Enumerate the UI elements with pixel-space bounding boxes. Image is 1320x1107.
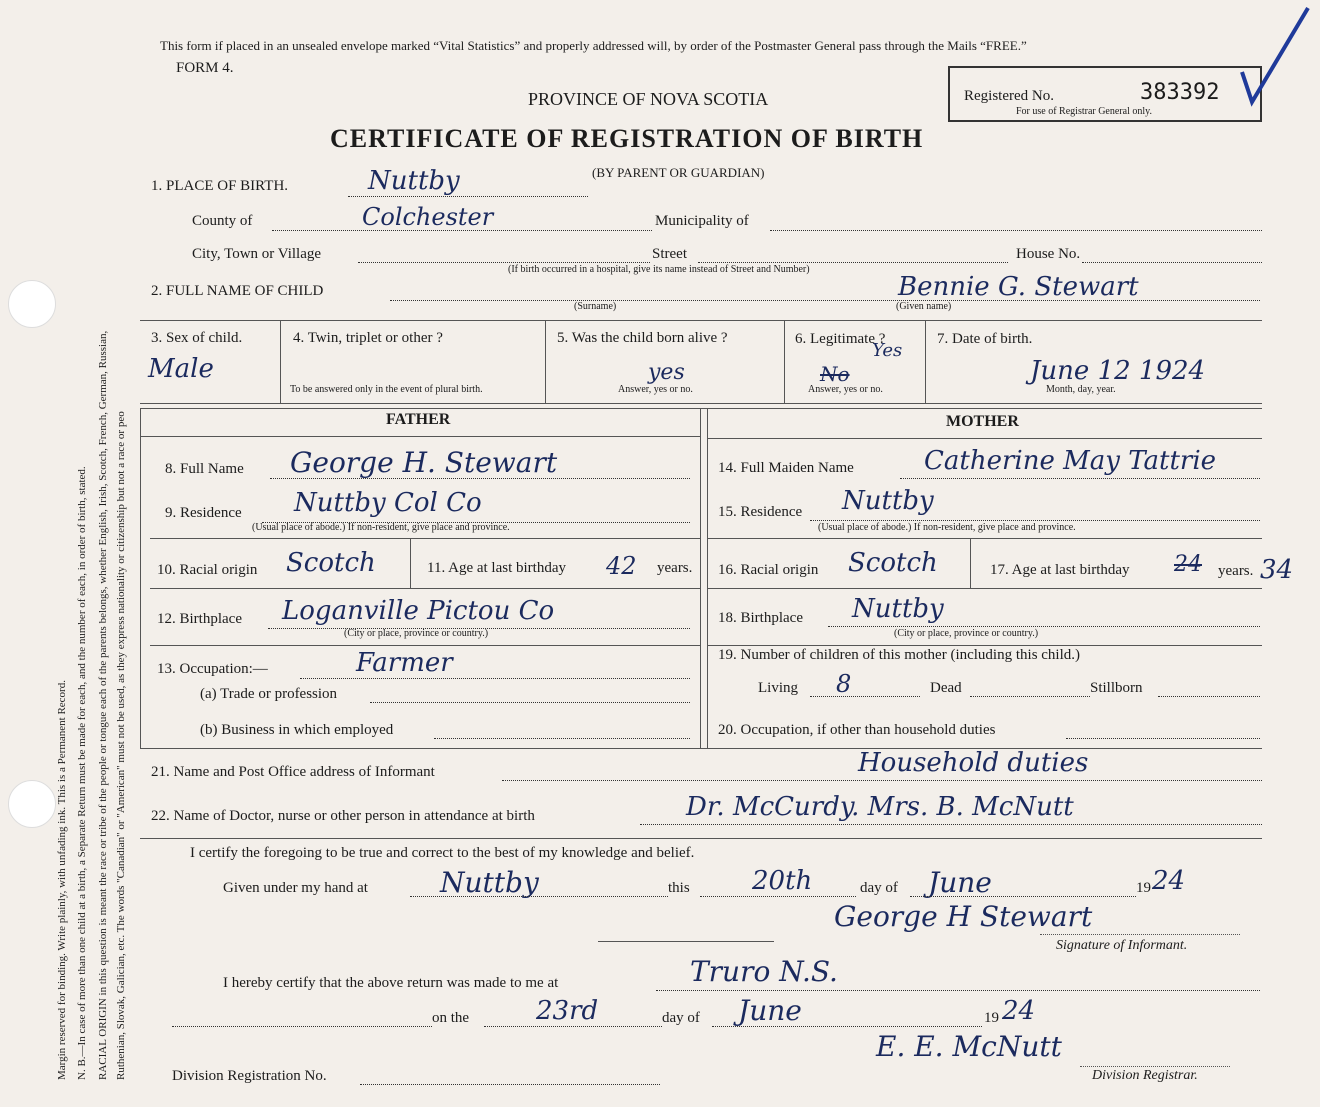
certify-day-value[interactable]: 20th	[752, 866, 813, 896]
dob-value[interactable]: June 12 1924	[1030, 356, 1206, 386]
stillborn-label: Stillborn	[1090, 680, 1143, 696]
onthe-label: on the	[432, 1010, 470, 1026]
alive-note: Answer, yes or no.	[618, 384, 693, 395]
registrar-signature[interactable]: E. E. McNutt	[876, 1030, 1062, 1063]
form-number: FORM 4.	[176, 60, 234, 76]
informant-label: 21. Name and Post Office address of Informant	[151, 764, 435, 780]
twin-label: 4. Twin, triplet or other ?	[293, 330, 443, 346]
given-at-label: Given under my hand at	[223, 880, 368, 896]
given-name-note: (Given name)	[896, 301, 952, 312]
certify-month-value[interactable]: June	[928, 866, 992, 899]
county-label: County of	[192, 213, 253, 229]
mother-age-label: 17. Age at last birthday	[990, 562, 1130, 578]
father-residence-label: 9. Residence	[165, 505, 242, 521]
legitimate-value[interactable]: Yes	[872, 340, 903, 361]
surname-note: (Surname)	[574, 301, 617, 312]
twin-note: To be answered only in the event of plural birth.	[290, 384, 483, 395]
this-label: this	[668, 880, 690, 896]
registrar-year-prefix: 19	[984, 1010, 999, 1026]
mother-heading: MOTHER	[946, 413, 1019, 430]
registrar-dayof-label: day of	[662, 1010, 700, 1026]
sex-label: 3. Sex of child.	[151, 330, 243, 346]
margin-note-1: Margin reserved for binding. Write plainly, with unfading ink. This is a Permanent Record.	[56, 680, 68, 1080]
province-title: PROVINCE OF NOVA SCOTIA	[528, 89, 769, 109]
father-name-label: 8. Full Name	[165, 461, 244, 477]
mother-birthplace-note: (City or place, province or country.)	[894, 628, 1039, 639]
margin-note-4: Ruthenian, Slovak, Galician, etc. The words "Canadian" or "American" must not be used, as they express nationality or citizenship but not a race or peo	[115, 411, 127, 1080]
mother-name-label: 14. Full Maiden Name	[718, 460, 854, 476]
living-label: Living	[758, 680, 798, 696]
mother-race-label: 16. Racial origin	[718, 562, 819, 578]
father-trade-label: (a) Trade or profession	[200, 686, 338, 702]
alive-label: 5. Was the child born alive ?	[557, 330, 728, 346]
mother-residence-note: (Usual place of abode.) If non-resident, give place and province.	[818, 522, 1076, 533]
margin-note-2: N. B.—In case of more than one child at a birth, a Separate Return must be made for each, and the number of each, in order of birth, stated.	[76, 466, 88, 1080]
mother-age-value[interactable]: 34	[1260, 555, 1294, 585]
division-registration-label: Division Registration No.	[172, 1068, 327, 1084]
certify-year-value[interactable]: 24	[1152, 866, 1186, 896]
mother-race-value[interactable]: Scotch	[848, 548, 938, 578]
father-name-value[interactable]: George H. Stewart	[290, 446, 558, 479]
registered-number: 383392	[1140, 80, 1220, 105]
mother-birthplace-label: 18. Birthplace	[718, 610, 803, 626]
father-birthplace-value[interactable]: Loganville Pictou Co	[282, 596, 555, 626]
municipality-label: Municipality of	[655, 213, 749, 229]
registrar-day-value[interactable]: 23rd	[536, 996, 599, 1026]
alive-value[interactable]: yes	[648, 360, 685, 385]
child-name-label: 2. FULL NAME OF CHILD	[151, 283, 324, 299]
registrar-year-value[interactable]: 24	[1002, 996, 1036, 1026]
legitimate-note: Answer, yes or no.	[808, 384, 883, 395]
dob-note: Month, day, year.	[1046, 384, 1116, 395]
certify-year-prefix: 19	[1136, 880, 1151, 896]
father-residence-note: (Usual place of abode.) If non-resident, give place and province.	[252, 522, 510, 533]
father-heading: FATHER	[386, 411, 451, 428]
mother-birthplace-value[interactable]: Nuttby	[852, 594, 944, 624]
given-at-value[interactable]: Nuttby	[440, 866, 539, 899]
certificate-subtitle: (BY PARENT OR GUARDIAN)	[592, 165, 765, 180]
registered-note: For use of Registrar General only.	[1016, 106, 1152, 117]
father-occupation-label: 13. Occupation:—	[157, 661, 268, 677]
certify-text: I certify the foregoing to be true and correct to the best of my knowledge and belief.	[190, 845, 695, 861]
hospital-note: (If birth occurred in a hospital, give its name instead of Street and Number)	[508, 264, 810, 275]
registrar-place-value[interactable]: Truro N.S.	[690, 955, 838, 988]
check-mark-icon	[1238, 2, 1318, 117]
mother-occupation-value[interactable]: Household duties	[858, 748, 1089, 778]
legitimate-label: 6. Legitimate ?	[795, 331, 886, 347]
mother-age-struck: 24	[1174, 552, 1202, 577]
father-age-value[interactable]: 42	[606, 552, 637, 580]
father-age-label: 11. Age at last birthday	[427, 560, 566, 576]
registrar-text: I hereby certify that the above return was made to me at	[223, 975, 559, 991]
sex-value[interactable]: Male	[148, 354, 214, 384]
father-birthplace-note: (City or place, province or country.)	[344, 628, 489, 639]
father-birthplace-label: 12. Birthplace	[157, 611, 242, 627]
father-occupation-value[interactable]: Farmer	[356, 648, 453, 678]
certify-dayof-label: day of	[860, 880, 898, 896]
margin-note-3: RACIAL ORIGIN in this question is meant the race or tribe of the people or tongue each of the parents belongs, whether English, Irish, Scotch, French, German, Russian,	[97, 330, 109, 1080]
mother-residence-value[interactable]: Nuttby	[842, 486, 934, 516]
father-age-unit: years.	[657, 560, 693, 576]
father-race-label: 10. Racial origin	[157, 562, 258, 578]
postal-notice: This form if placed in an unsealed envelope marked “Vital Statistics” and properly addressed will, by order of the Postmaster General pass through the Mails “FREE.”	[160, 38, 1027, 53]
father-race-value[interactable]: Scotch	[286, 548, 376, 578]
children-count-label: 19. Number of children of this mother (including this child.)	[718, 647, 1081, 663]
place-of-birth-value[interactable]: Nuttby	[368, 166, 460, 196]
father-residence-value[interactable]: Nuttby Col Co	[294, 488, 482, 518]
binder-hole-bottom	[8, 780, 56, 828]
mother-occupation-label: 20. Occupation, if other than household duties	[718, 722, 996, 738]
dead-label: Dead	[930, 680, 962, 696]
dob-label: 7. Date of birth.	[937, 331, 1033, 347]
mother-age-unit: years.	[1218, 563, 1254, 579]
mother-residence-label: 15. Residence	[718, 504, 803, 520]
division-registrar-label: Division Registrar.	[1092, 1068, 1198, 1083]
house-label: House No.	[1016, 246, 1081, 262]
place-of-birth-label: 1. PLACE OF BIRTH.	[151, 178, 289, 194]
registered-label: Registered No.	[964, 88, 1054, 104]
certificate-title: CERTIFICATE OF REGISTRATION OF BIRTH	[330, 124, 924, 153]
legitimate-struck: No	[820, 362, 850, 386]
city-label: City, Town or Village	[192, 246, 322, 262]
mother-name-value[interactable]: Catherine May Tattrie	[924, 446, 1217, 476]
doctor-value[interactable]: Dr. McCurdy. Mrs. B. McNutt	[686, 792, 1074, 822]
binder-hole-top	[8, 280, 56, 328]
signature-label: Signature of Informant.	[1056, 938, 1188, 953]
registered-box	[948, 66, 1262, 122]
county-value[interactable]: Colchester	[362, 203, 494, 231]
living-value[interactable]: 8	[836, 670, 852, 698]
street-label: Street	[652, 246, 687, 262]
child-name-value[interactable]: Bennie G. Stewart	[898, 272, 1139, 302]
registrar-month-value[interactable]: June	[738, 994, 802, 1027]
doctor-label: 22. Name of Doctor, nurse or other person in attendance at birth	[151, 808, 535, 824]
informant-signature[interactable]: George H Stewart	[834, 900, 1093, 933]
father-business-label: (b) Business in which employed	[200, 722, 394, 738]
